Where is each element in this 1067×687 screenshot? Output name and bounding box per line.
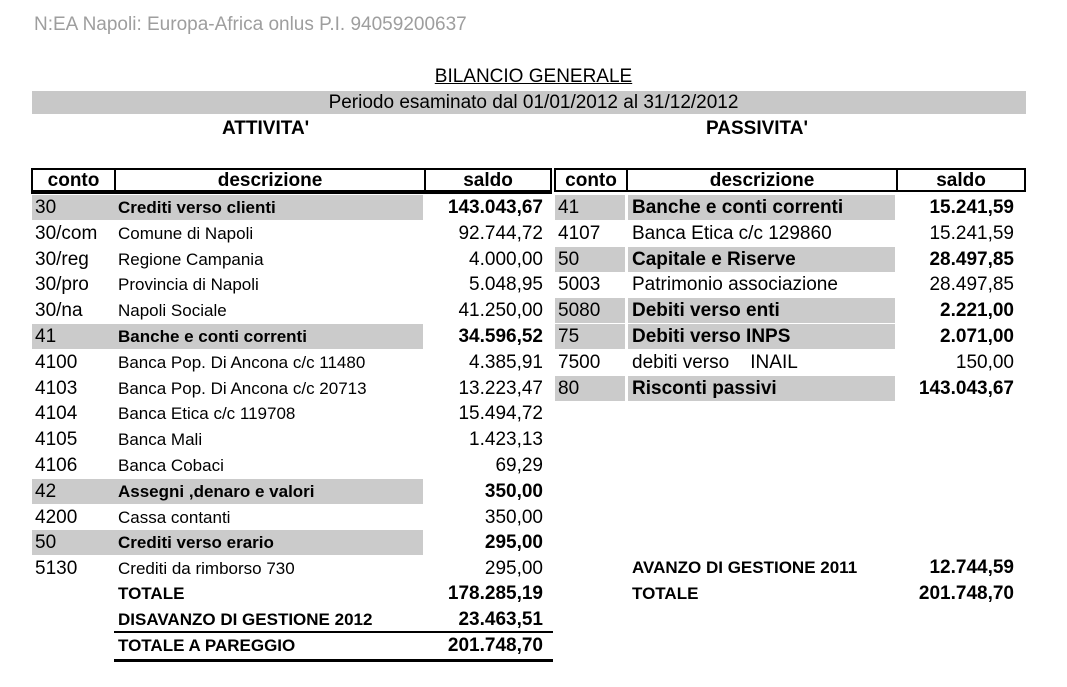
row-conto: 41 bbox=[558, 197, 580, 218]
row-saldo: 1.423,13 bbox=[469, 429, 543, 451]
row-descrizione: Napoli Sociale bbox=[118, 301, 227, 321]
row-descrizione: Comune di Napoli bbox=[118, 223, 254, 243]
row-conto: 5003 bbox=[558, 274, 601, 296]
row-saldo: 2.221,00 bbox=[940, 300, 1014, 322]
row-conto: 80 bbox=[558, 377, 580, 399]
attivita-header-conto: conto bbox=[31, 168, 116, 192]
row-conto: 30 bbox=[35, 197, 57, 218]
period-label: Periodo esaminato dal 01/01/2012 al 31/12/2012 bbox=[328, 92, 739, 113]
attivita-header-saldo: saldo bbox=[424, 168, 552, 192]
row-conto: 4100 bbox=[35, 351, 78, 373]
row-saldo: 295,00 bbox=[484, 532, 543, 554]
attivita-totale-label: TOTALE bbox=[118, 584, 185, 603]
row-descrizione: Capitale e Riserve bbox=[632, 248, 796, 270]
row-saldo: 350,00 bbox=[484, 506, 543, 528]
row-conto: 30/reg bbox=[35, 248, 89, 270]
pareggio-label: TOTALE A PAREGGIO bbox=[118, 636, 296, 655]
row-saldo: 69,29 bbox=[495, 455, 543, 476]
row-descrizione: Banca Mali bbox=[118, 430, 203, 450]
row-conto: 50 bbox=[35, 532, 57, 554]
pareggio-value: 201.748,70 bbox=[447, 635, 543, 656]
row-saldo: 92.744,72 bbox=[458, 222, 543, 244]
row-descrizione: Banca Etica c/c 129860 bbox=[632, 222, 832, 244]
attivita-totale-value: 178.285,19 bbox=[447, 583, 543, 604]
row-descrizione: Assegni ,denaro e valori bbox=[118, 481, 315, 501]
row-descrizione: Patrimonio associazione bbox=[632, 274, 838, 296]
report-title: BILANCIO GENERALE bbox=[434, 66, 633, 87]
row-descrizione: Banca Pop. Di Ancona c/c 20713 bbox=[118, 378, 367, 398]
row-descrizione: Regione Campania bbox=[118, 249, 264, 269]
row-saldo: 15.241,59 bbox=[929, 222, 1014, 244]
row-descrizione: debiti verso INAIL bbox=[632, 351, 798, 373]
row-saldo: 28.497,85 bbox=[929, 274, 1014, 296]
passivita-header-descrizione: descrizione bbox=[626, 168, 898, 192]
disavanzo-value: 23.463,51 bbox=[458, 609, 543, 630]
row-saldo: 28.497,85 bbox=[929, 248, 1014, 270]
passivita-totale-label: TOTALE bbox=[632, 584, 699, 603]
row-saldo: 295,00 bbox=[484, 558, 543, 580]
row-saldo: 41.250,00 bbox=[458, 300, 543, 322]
row-conto: 30/com bbox=[35, 222, 98, 244]
row-saldo: 13.223,47 bbox=[458, 377, 543, 399]
avanzo-label: AVANZO DI GESTIONE 2011 bbox=[632, 558, 858, 577]
row-conto: 30/na bbox=[35, 300, 83, 322]
row-conto: 4106 bbox=[35, 455, 78, 476]
row-descrizione: Banca Pop. Di Ancona c/c 11480 bbox=[118, 352, 366, 372]
row-conto: 30/pro bbox=[35, 274, 89, 296]
row-conto: 50 bbox=[558, 248, 580, 270]
passivita-header-conto: conto bbox=[554, 168, 628, 192]
row-saldo: 143.043,67 bbox=[447, 197, 543, 218]
row-saldo: 350,00 bbox=[484, 480, 543, 502]
row-descrizione: Crediti verso erario bbox=[118, 533, 274, 553]
row-descrizione: Debiti verso INPS bbox=[632, 326, 791, 347]
organization-header: N:EA Napoli: Europa-Africa onlus P.I. 94059200637 bbox=[34, 14, 467, 35]
row-saldo: 15.241,59 bbox=[929, 197, 1014, 218]
row-saldo: 143.043,67 bbox=[918, 377, 1014, 399]
row-saldo: 4.385,91 bbox=[469, 351, 543, 373]
passivita-header-saldo: saldo bbox=[896, 168, 1026, 192]
row-saldo: 150,00 bbox=[955, 351, 1014, 373]
passivita-title: PASSIVITA' bbox=[706, 118, 808, 139]
row-saldo: 34.596,52 bbox=[458, 326, 543, 347]
row-descrizione: Risconti passivi bbox=[632, 377, 777, 399]
row-conto: 75 bbox=[558, 326, 580, 347]
row-saldo: 4.000,00 bbox=[469, 248, 543, 270]
row-descrizione: Crediti verso clienti bbox=[118, 198, 276, 217]
row-descrizione: Banca Etica c/c 119708 bbox=[118, 404, 296, 424]
disavanzo-label: DISAVANZO DI GESTIONE 2012 bbox=[118, 610, 373, 629]
row-saldo: 15.494,72 bbox=[458, 403, 543, 425]
attivita-title: ATTIVITA' bbox=[222, 118, 310, 139]
row-descrizione: Cassa contanti bbox=[118, 507, 231, 527]
attivita-header-descrizione: descrizione bbox=[114, 168, 426, 192]
row-conto: 41 bbox=[35, 326, 57, 347]
row-conto: 42 bbox=[35, 480, 57, 502]
row-conto: 5130 bbox=[35, 558, 78, 580]
row-conto: 5080 bbox=[558, 300, 601, 322]
row-descrizione: Crediti da rimborso 730 bbox=[118, 559, 295, 579]
row-conto: 4104 bbox=[35, 403, 78, 425]
row-saldo: 2.071,00 bbox=[940, 326, 1014, 347]
pareggio-bottom-rule bbox=[114, 659, 553, 662]
row-conto: 4107 bbox=[558, 222, 601, 244]
row-descrizione: Banca Cobaci bbox=[118, 456, 224, 475]
avanzo-value: 12.744,59 bbox=[929, 557, 1014, 578]
row-descrizione: Provincia di Napoli bbox=[118, 275, 259, 295]
attivita-header-underline bbox=[31, 191, 552, 194]
passivita-totale-value: 201.748,70 bbox=[918, 583, 1014, 604]
row-descrizione: Banche e conti correnti bbox=[632, 197, 844, 218]
row-conto: 4105 bbox=[35, 429, 78, 451]
row-conto: 7500 bbox=[558, 351, 601, 373]
row-conto: 4103 bbox=[35, 377, 78, 399]
row-descrizione: Banche e conti correnti bbox=[118, 327, 307, 346]
row-conto: 4200 bbox=[35, 506, 78, 528]
row-saldo: 5.048,95 bbox=[469, 274, 543, 296]
row-descrizione: Debiti verso enti bbox=[632, 300, 780, 322]
